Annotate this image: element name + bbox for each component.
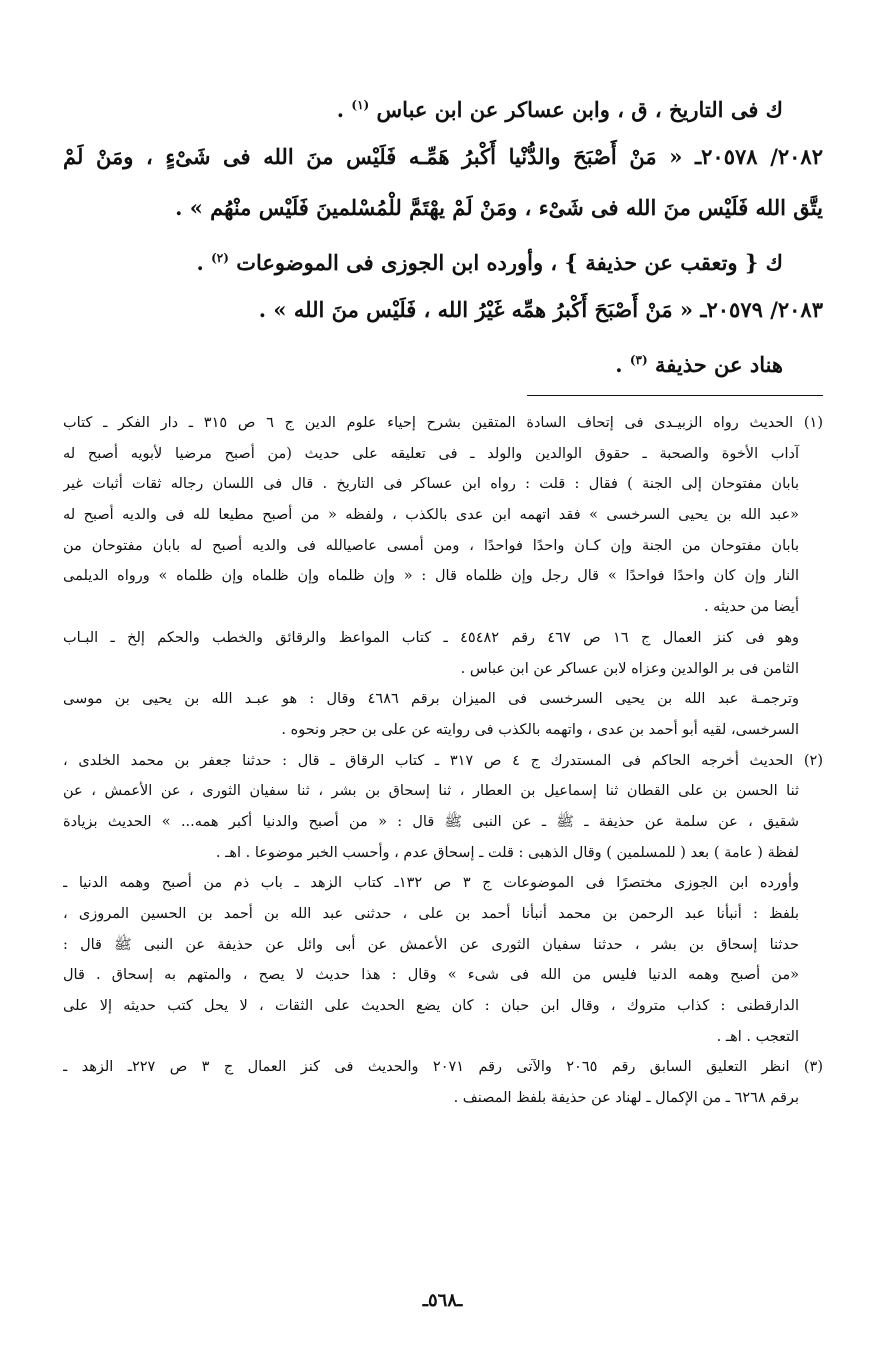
- footnote-line: [63, 561, 823, 592]
- footnote-line-text: لفظة ( عامة ) بعد ( للمسلمين ) وقال الذهبى : قلت ـ إسحاق عدم ، وأحسب الخبر موضوعا . اهـ .: [215, 844, 799, 861]
- footnote-ref: (٢): [211, 251, 229, 265]
- main-line-text: يتَّق الله فَلَيْس منَ الله فى شَىْء ، ومَنْ لَمْ يهْتَمَّ للْمُسْلمينَ فَلَيْس منْهُم » .: [175, 195, 823, 220]
- main-line-tail: .: [615, 352, 630, 377]
- footnote-line-text: الدارقطنى : كذاب متروك ، وقال ابن حبان : كان يضع الحديث على الثقات ، لا يحل كتب حديثه إلا على: [63, 998, 799, 1015]
- footnote-line-text: أيضا من حديثه .: [703, 599, 799, 616]
- footnote-line: [63, 715, 823, 746]
- footnote-line: [63, 930, 823, 961]
- footnote-line: [63, 1022, 823, 1053]
- footnote-line-text: التعجب . اهـ .: [716, 1028, 799, 1045]
- footnote-line-text: بابان مفتوحان من الجنة وإن كـان واحدًا فواحدًا ، ومن أمسى عاصيالله فى والديه أصبح له بابان مفتوحان من: [63, 537, 799, 554]
- footnote-line: [63, 838, 823, 869]
- main-line-text: هناد عن حذيفة: [654, 352, 783, 377]
- footnote-line-text: ثنا الحسن بن على القطان ثنا إسماعيل بن العطار ، ثنا إسحاق بن بشر ، ثنا سفيان الثورى ، عن الأعمش ، عن: [63, 783, 799, 800]
- main-line-text: ٢٠٨٣/ ٢٠٥٧٩ـ « مَنْ أَصْبَحَ أَكْبرُ همِّه غَيْرُ الله ، فَلَيْس منَ الله » .: [258, 297, 823, 322]
- main-line-text: ٢٠٨٢/ ٢٠٥٧٨ـ « مَنْ أَصْبَحَ والدُّنْيا أَكْبرُ هَمِّـه فَلَيْس منَ الله فى شَىْءٍ ، ومَنْ لَمْ: [63, 144, 823, 169]
- footnote-line-text: (١) الحديث رواه الزبيـدى فى إتحاف السادة المتقين بشرح إحياء علوم الدين ج ٦ ص ٣١٥ ـ دار الفكر ـ كتاب: [63, 415, 823, 431]
- footnote-line: [63, 531, 823, 562]
- footnote-line: [63, 623, 823, 654]
- footnote-line-text: برقم ٦٢٦٨ ـ من الإكمال ـ لهناد عن حذيفة بلفظ المصنف .: [453, 1090, 799, 1107]
- footnote-line: [63, 684, 823, 715]
- main-line: [63, 335, 823, 386]
- footnote-ref: (٣): [629, 353, 648, 367]
- footnote-line-text: بلفظ : أنبأنا عبد الرحمن بن محمد أنبأنا أحمد بن على ، حدثنى عبد الله بن أحمد بن الحسين المروزى ،: [63, 906, 799, 922]
- footnote-line: [63, 469, 823, 500]
- footnote-line: [63, 1083, 823, 1114]
- footnote-line: [63, 960, 823, 991]
- footnote-line-text: حدثنا إسحاق بن بشر ، حدثنا سفيان الثورى عن الأعمش عن أبى وائل عن حذيفة عن النبى ﷺ قال :: [63, 936, 799, 953]
- footnotes: [63, 408, 823, 1114]
- footnote-line-text: بابان مفتوحان إلى الجنة ) فقال : قلت : رواه ابن عساكر فى التاريخ . قال فى اللسان رجاله ثقات أثبات غير: [63, 476, 799, 493]
- footnote-line: [63, 592, 823, 623]
- footnote-line: [63, 746, 823, 777]
- footnote-line: [63, 991, 823, 1022]
- footnote-line: [63, 1052, 823, 1083]
- footnote-line-text: (٢) الحديث أخرجه الحاكم فى المستدرك ج ٤ ص ٣١٧ ـ كتاب الرقاق ـ قال : حدثنا جعفر بن محمد الخلدى ،: [63, 752, 823, 769]
- footnote-line-text: النار وإن كان واحدًا فواحدًا » قال رجل وإن ظلماه قال : « وإن ظلماه وإن ظلماه وإن ظلماه » ورواه الديلمى: [63, 568, 799, 585]
- footnote-line-text: السرخسى، لقيه أبو أحمد بن عدى ، واتهمه بالكذب فى روايته عن على بن حجر ونحوه .: [281, 721, 799, 738]
- footnote-line: [63, 807, 823, 838]
- footnote-line-text: «عبد الله بن يحيى السرخسى » فقد اتهمه ابن عدى بالكذب ، ولفظه « من أصبح مطيعا لله فى والديه أصبح له: [63, 507, 799, 524]
- main-line-tail: .: [336, 97, 352, 122]
- main-line: [63, 131, 823, 182]
- footnote-line: [63, 654, 823, 685]
- footnote-line-text: وهو فى كنز العمال ج ١٦ ص ٤٦٧ رقم ٤٥٤٨٢ ـ كتاب المواعظ والرقائق والخطب والحكم إلخ ـ البـاب: [63, 629, 800, 646]
- footnote-line: [63, 408, 823, 439]
- main-text: [63, 80, 823, 386]
- footnote-line-text: الثامن فى بر الوالدين وعزاه لابن عساكر عن ابن عباس .: [460, 660, 799, 677]
- footnote-line-text: شقيق ، عن سلمة عن حذيفة ـ ﷺ ـ عن النبى ﷺ قال : « من أصبح والدنيا أكبر همه... » الحديث بزيادة: [63, 813, 799, 830]
- page-number: ـ٥٦٨ـ: [422, 1290, 463, 1311]
- footnote-line: [63, 439, 823, 470]
- main-line-text: ك فى التاريخ ، ق ، وابن عساكر عن ابن عباس: [376, 97, 783, 122]
- main-line: [63, 80, 823, 131]
- footnote-line-text: وأورده ابن الجوزى مختصرًا فى الموضوعات ج ٣ ص ١٣٢ـ كتاب الزهد ـ باب ذم من أصبح وهمه الدنيا ـ: [63, 875, 800, 892]
- footnote-line-text: وترجمـة عبد الله بن يحيى السرخسى فى الميزان برقم ٤٦٨٦ وقال : هو عبـد الله بن يحيى بن موسى: [63, 691, 799, 708]
- footnote-line-text: (٣) انظر التعليق السابق رقم ٢٠٦٥ والآتى رقم ٢٠٧١ والحديث فى كنز العمال ج ٣ ص ٢٢٧ـ الزهد ـ: [63, 1059, 823, 1076]
- main-line: [63, 284, 823, 335]
- footnote-separator: [527, 395, 823, 396]
- footnote-line: [63, 899, 823, 930]
- main-line: [63, 182, 823, 233]
- footnote-line-text: آداب الأخوة والصحبة ـ حقوق الوالدين والولد ـ فى تعليقه على حديث (من أصبح مرضيا لأبويه أصبح له: [63, 445, 799, 462]
- footnote-line: [63, 500, 823, 531]
- main-line-text: ك { وتعقب عن حذيفة } ، وأورده ابن الجوزى فى الموضوعات: [236, 250, 783, 275]
- footnote-ref: (١): [351, 98, 370, 112]
- footnote-line: [63, 868, 823, 899]
- footnote-line-text: «من أصبح وهمه الدنيا فليس من الله فى شىء » وقال : هذا حديث لا يصح ، والمتهم به إسحاق . قال: [63, 967, 799, 984]
- main-line: [63, 233, 823, 284]
- footnote-line: [63, 776, 823, 807]
- main-line-tail: .: [196, 250, 212, 275]
